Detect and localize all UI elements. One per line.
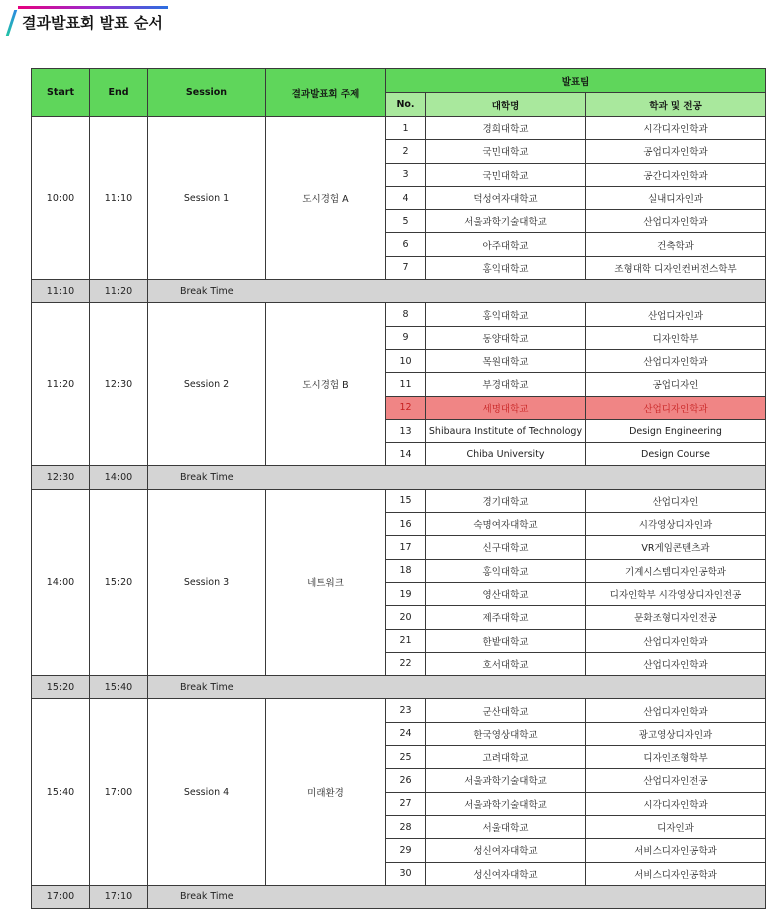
team-university: 덕성여자대학교 bbox=[426, 186, 586, 209]
team-department: 디자인학부 bbox=[586, 326, 766, 349]
team-department: 산업디자인학과 bbox=[586, 349, 766, 372]
break-end-time: 11:20 bbox=[90, 280, 148, 303]
team-number: 8 bbox=[386, 303, 426, 326]
session-end-time: 17:00 bbox=[90, 699, 148, 885]
team-department: 산업디자인학과 bbox=[586, 699, 766, 722]
team-number: 4 bbox=[386, 186, 426, 209]
team-number: 28 bbox=[386, 815, 426, 838]
break-row bbox=[32, 885, 766, 908]
session-start-time: 11:20 bbox=[32, 303, 90, 466]
break-label: Break Time bbox=[148, 885, 766, 908]
team-department: 광고영상디자인과 bbox=[586, 722, 766, 745]
header-department: 학과 및 전공 bbox=[586, 93, 766, 117]
schedule-table bbox=[31, 68, 766, 909]
team-number: 25 bbox=[386, 746, 426, 769]
session-theme: 미래환경 bbox=[266, 699, 386, 885]
break-end-time: 14:00 bbox=[90, 466, 148, 489]
team-university: 한국영상대학교 bbox=[426, 722, 586, 745]
team-university: Shibaura Institute of Technology bbox=[426, 419, 586, 442]
team-number: 22 bbox=[386, 652, 426, 675]
team-department: VR게임콘텐츠과 bbox=[586, 536, 766, 559]
team-department: 시각영상디자인과 bbox=[586, 513, 766, 536]
team-university: 국민대학교 bbox=[426, 163, 586, 186]
team-university: 숙명여자대학교 bbox=[426, 513, 586, 536]
team-number: 3 bbox=[386, 163, 426, 186]
team-university: 홍익대학교 bbox=[426, 559, 586, 582]
team-number: 14 bbox=[386, 443, 426, 466]
team-department: 공업디자인학과 bbox=[586, 140, 766, 163]
session-name: Session 1 bbox=[148, 117, 266, 280]
team-number: 26 bbox=[386, 769, 426, 792]
heading-accent-slash bbox=[6, 10, 17, 36]
break-row bbox=[32, 676, 766, 699]
team-university: Chiba University bbox=[426, 443, 586, 466]
team-university: 군산대학교 bbox=[426, 699, 586, 722]
session-end-time: 11:10 bbox=[90, 117, 148, 280]
team-university: 영산대학교 bbox=[426, 582, 586, 605]
session-name: Session 3 bbox=[148, 489, 266, 675]
team-department: 산업디자인학과 bbox=[586, 652, 766, 675]
team-number: 6 bbox=[386, 233, 426, 256]
team-number: 19 bbox=[386, 582, 426, 605]
team-number: 9 bbox=[386, 326, 426, 349]
header-team: 발표팀 bbox=[386, 69, 766, 93]
header-end: End bbox=[90, 69, 148, 117]
team-department: 산업디자인 bbox=[586, 489, 766, 512]
team-department: 조형대학 디자인컨버전스학부 bbox=[586, 256, 766, 279]
schedule-body bbox=[32, 117, 766, 909]
heading-accent-bar bbox=[18, 6, 168, 9]
team-department: 기계시스템디자인공학과 bbox=[586, 559, 766, 582]
session-end-time: 12:30 bbox=[90, 303, 148, 466]
team-number: 18 bbox=[386, 559, 426, 582]
team-university: 서울과학기술대학교 bbox=[426, 792, 586, 815]
team-row bbox=[32, 117, 766, 140]
break-label: Break Time bbox=[148, 280, 766, 303]
team-university: 서울대학교 bbox=[426, 815, 586, 838]
session-start-time: 15:40 bbox=[32, 699, 90, 885]
team-university: 서울과학기술대학교 bbox=[426, 769, 586, 792]
break-label: Break Time bbox=[148, 466, 766, 489]
team-department: 산업디자인과 bbox=[586, 303, 766, 326]
team-department: 산업디자인학과 bbox=[586, 210, 766, 233]
session-name: Session 2 bbox=[148, 303, 266, 466]
team-university: 성신여자대학교 bbox=[426, 839, 586, 862]
team-department: 실내디자인과 bbox=[586, 186, 766, 209]
team-number: 27 bbox=[386, 792, 426, 815]
team-department: 건축학과 bbox=[586, 233, 766, 256]
team-university: 한밭대학교 bbox=[426, 629, 586, 652]
team-university: 호서대학교 bbox=[426, 652, 586, 675]
break-start-time: 12:30 bbox=[32, 466, 90, 489]
team-department: Design Course bbox=[586, 443, 766, 466]
session-name: Session 4 bbox=[148, 699, 266, 885]
session-start-time: 14:00 bbox=[32, 489, 90, 675]
team-number: 12 bbox=[386, 396, 426, 419]
team-number: 11 bbox=[386, 373, 426, 396]
team-number: 21 bbox=[386, 629, 426, 652]
team-university: 제주대학교 bbox=[426, 606, 586, 629]
team-number: 16 bbox=[386, 513, 426, 536]
team-number: 20 bbox=[386, 606, 426, 629]
team-university: 신구대학교 bbox=[426, 536, 586, 559]
break-row bbox=[32, 466, 766, 489]
team-department: 시각디자인학과 bbox=[586, 117, 766, 140]
team-number: 24 bbox=[386, 722, 426, 745]
break-end-time: 15:40 bbox=[90, 676, 148, 699]
team-number: 1 bbox=[386, 117, 426, 140]
session-theme: 네트워크 bbox=[266, 489, 386, 675]
team-university: 목원대학교 bbox=[426, 349, 586, 372]
team-department: 시각디자인학과 bbox=[586, 792, 766, 815]
session-start-time: 10:00 bbox=[32, 117, 90, 280]
team-number: 5 bbox=[386, 210, 426, 233]
page-title: 결과발표회 발표 순서 bbox=[22, 14, 163, 32]
team-department: 문화조형디자인전공 bbox=[586, 606, 766, 629]
team-number: 13 bbox=[386, 419, 426, 442]
team-department: 서비스디자인공학과 bbox=[586, 862, 766, 885]
break-end-time: 17:10 bbox=[90, 885, 148, 908]
team-university: 성신여자대학교 bbox=[426, 862, 586, 885]
team-number: 29 bbox=[386, 839, 426, 862]
team-university: 동양대학교 bbox=[426, 326, 586, 349]
team-number: 10 bbox=[386, 349, 426, 372]
header-session: Session bbox=[148, 69, 266, 117]
team-department: 공간디자인학과 bbox=[586, 163, 766, 186]
team-department: 산업디자인학과 bbox=[586, 629, 766, 652]
team-number: 17 bbox=[386, 536, 426, 559]
team-university: 경기대학교 bbox=[426, 489, 586, 512]
team-department: 산업디자인학과 bbox=[586, 396, 766, 419]
break-label: Break Time bbox=[148, 676, 766, 699]
break-row bbox=[32, 280, 766, 303]
team-department: Design Engineering bbox=[586, 419, 766, 442]
header-theme: 결과발표회 주제 bbox=[266, 69, 386, 117]
team-university: 경희대학교 bbox=[426, 117, 586, 140]
team-number: 30 bbox=[386, 862, 426, 885]
team-university: 세명대학교 bbox=[426, 396, 586, 419]
team-department: 디자인학부 시각영상디자인전공 bbox=[586, 582, 766, 605]
session-theme: 도시경험 B bbox=[266, 303, 386, 466]
team-department: 산업디자인전공 bbox=[586, 769, 766, 792]
team-university: 국민대학교 bbox=[426, 140, 586, 163]
session-end-time: 15:20 bbox=[90, 489, 148, 675]
team-department: 공업디자인 bbox=[586, 373, 766, 396]
team-row bbox=[32, 303, 766, 326]
break-start-time: 11:10 bbox=[32, 280, 90, 303]
break-start-time: 17:00 bbox=[32, 885, 90, 908]
team-number: 2 bbox=[386, 140, 426, 163]
team-department: 디자인조형학부 bbox=[586, 746, 766, 769]
header-start: Start bbox=[32, 69, 90, 117]
team-number: 23 bbox=[386, 699, 426, 722]
session-theme: 도시경험 A bbox=[266, 117, 386, 280]
team-university: 아주대학교 bbox=[426, 233, 586, 256]
team-university: 고려대학교 bbox=[426, 746, 586, 769]
team-university: 홍익대학교 bbox=[426, 256, 586, 279]
team-university: 부경대학교 bbox=[426, 373, 586, 396]
team-row bbox=[32, 489, 766, 512]
team-department: 서비스디자인공학과 bbox=[586, 839, 766, 862]
break-start-time: 15:20 bbox=[32, 676, 90, 699]
team-university: 서울과학기술대학교 bbox=[426, 210, 586, 233]
team-department: 디자인과 bbox=[586, 815, 766, 838]
header-no: No. bbox=[386, 93, 426, 117]
header-university: 대학명 bbox=[426, 93, 586, 117]
team-number: 7 bbox=[386, 256, 426, 279]
team-row bbox=[32, 699, 766, 722]
team-number: 15 bbox=[386, 489, 426, 512]
team-university: 홍익대학교 bbox=[426, 303, 586, 326]
